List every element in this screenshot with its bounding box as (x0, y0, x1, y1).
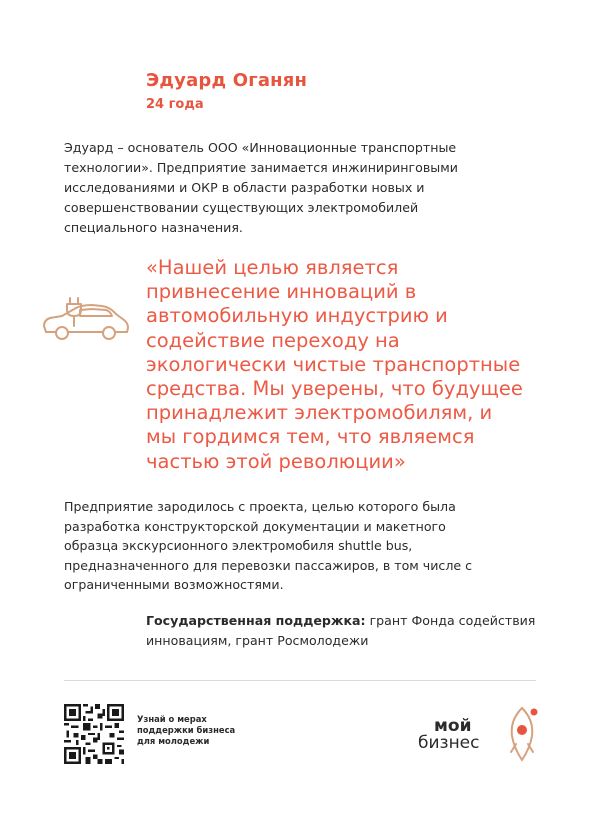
support-label: Государственная поддержка: (146, 613, 366, 628)
quote-text: «Нашей целью является привнесение инноваций в автомобильную индустрию и содействие переходу на экологически чистые транспортные средства. Мы уверены, что будущее принадлежит электромобилям, и мы гордимся тем, что являемся частью этой революции» (146, 256, 523, 473)
logo-line-2: бизнес (418, 733, 480, 753)
rocket-pin-icon (505, 706, 539, 762)
footer-divider (64, 680, 536, 681)
story-paragraph: Предприятие зародилось с проекта, целью которого была разработка конструкторской документации и макетного образца экскурсионного электромобиля shuttle bus, предназначенного для перевозки пассажиров, в том числе с ограниченными возможностями. (64, 499, 473, 593)
bio-paragraph: Эдуард – основатель ООО «Инновационные транспортные технологии». Предприятие занимается инжиниринговыми исследованиями и ОКР в области разработки новых и совершенствовании существующих электромобилей специального назначения. (64, 140, 458, 235)
qr-call-to-action: Узнай о мерах поддержки бизнеса для молодежи (137, 714, 236, 746)
qr-code[interactable] (64, 704, 124, 764)
person-age: 24 года (146, 97, 204, 112)
support-text: грант Фонда содействия инновациям, грант Росмолодежи (146, 613, 536, 648)
brand-logo-text (418, 718, 480, 752)
logo-line-1: мой (434, 716, 472, 736)
state-support (146, 611, 546, 651)
electric-car-icon (40, 296, 132, 344)
person-name: Эдуард Оганян (146, 70, 308, 91)
